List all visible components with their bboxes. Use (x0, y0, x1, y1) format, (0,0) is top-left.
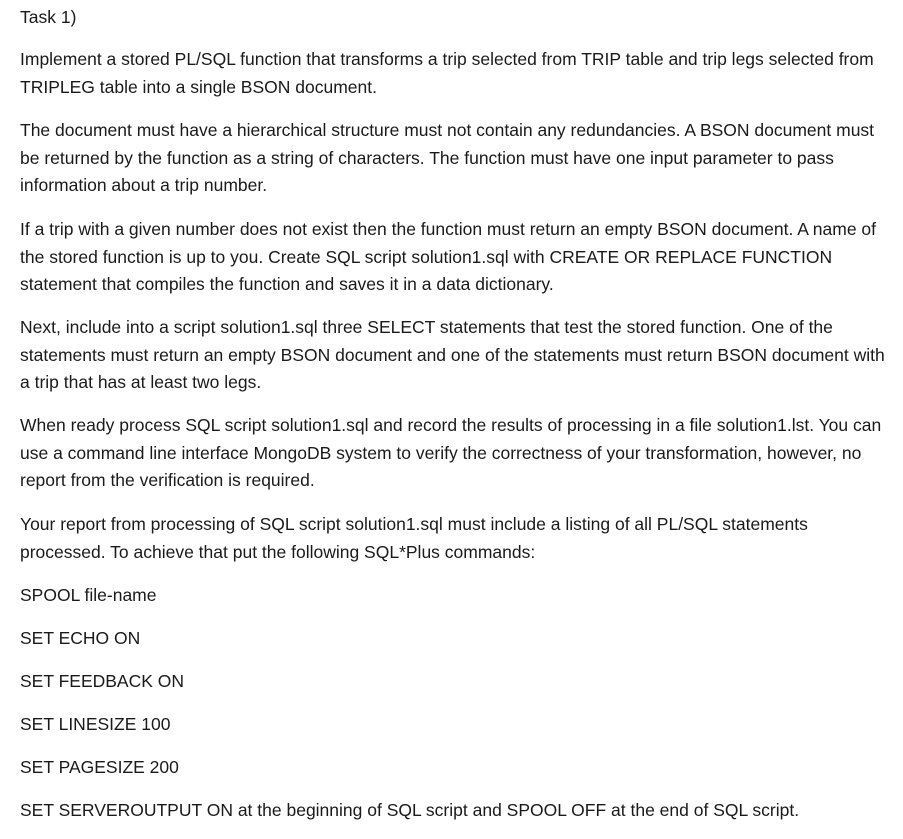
command-feedback: SET FEEDBACK ON (20, 671, 185, 691)
paragraph-structure: The document must have a hierarchical structure must not contain any redundancies. A BSON document must be returned by the function as a string of characters. The function must have one input parameter to pass information about a trip number. (20, 120, 875, 195)
task-title: Task 1) (20, 7, 77, 27)
command-spool: SPOOL file-name (20, 585, 157, 605)
paragraph-implement: Implement a stored PL/SQL function that transforms a trip selected from TRIP table and trip legs selected from TRIPLEG table into a single BSON document. (20, 49, 874, 97)
paragraph-select-statements: Next, include into a script solution1.sql three SELECT statements that test the stored function. One of the statements must return an empty BSON document and one of the statements must return BSON document with a trip that has at least two legs. (20, 317, 885, 392)
command-linesize: SET LINESIZE 100 (20, 714, 171, 734)
paragraph-processing: When ready process SQL script solution1.sql and record the results of processing in a file solution1.lst. You can use a command line interface MongoDB system to verify the correctness of your transformation, however, no report from the verification is required. (20, 415, 882, 490)
command-echo: SET ECHO ON (20, 628, 141, 648)
paragraph-report: Your report from processing of SQL script solution1.sql must include a listing of all PL/SQL statements processed. To achieve that put the following SQL*Plus commands: (20, 514, 808, 562)
paragraph-empty-document: If a trip with a given number does not exist then the function must return an empty BSON document. A name of the stored function is up to you. Create SQL script solution1.sql with CREATE OR REPLACE FUNCTION statement that compiles the function and saves it in a data dictionary. (20, 219, 877, 294)
command-serveroutput: SET SERVEROUTPUT ON at the beginning of SQL script and SPOOL OFF at the end of SQL script. (20, 800, 800, 820)
command-pagesize: SET PAGESIZE 200 (20, 757, 179, 777)
